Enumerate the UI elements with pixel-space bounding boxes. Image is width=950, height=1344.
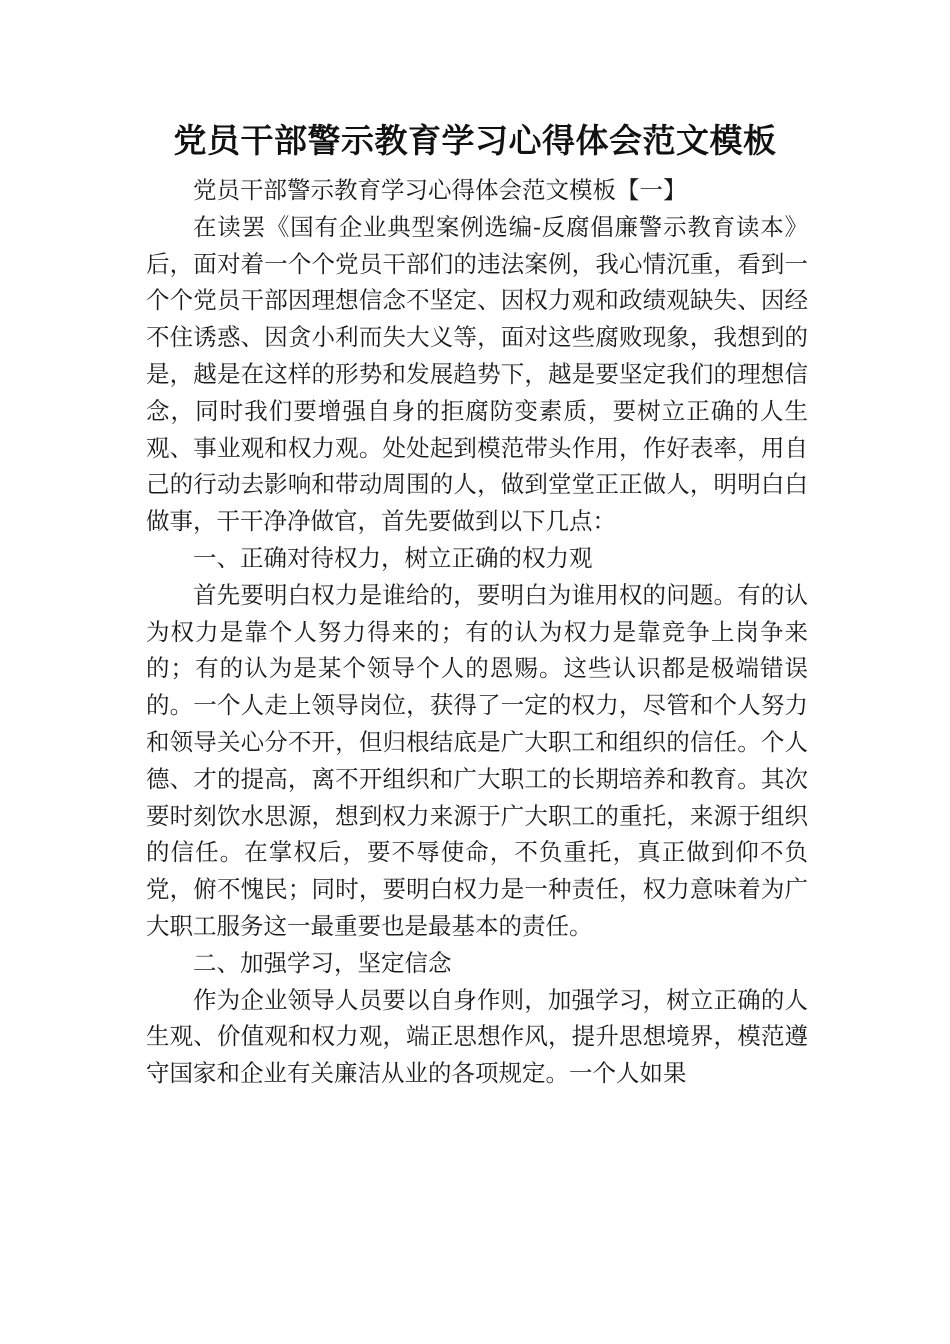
document-body [146,172,808,1092]
intro-paragraph: 在读罢《国有企业典型案例选编-反腐倡廉警示教育读本》后，面对着一个个党员干部们的违法案例，我心情沉重，看到一个个党员干部因理想信念不坚定、因权力观和政绩观缺失、因经不住诱惑、因贪小利而失大义等，面对这些腐败现象，我想到的是，越是在这样的形势和发展趋势下，越是要坚定我们的理想信念，同时我们要增强自身的拒腐防变素质，要树立正确的人生观、事业观和权力观。处处起到模范带头作用，作好表率，用自己的行动去影响和带动周围的人，做到堂堂正正做人，明明白白做事，干干净净做官，首先要做到以下几点： [146,212,808,536]
section-2-paragraph: 作为企业领导人员要以自身作则，加强学习，树立正确的人生观、价值观和权力观，端正思想作风，提升思想境界，模范遵守国家和企业有关廉洁从业的各项规定。一个人如果 [146,985,808,1088]
document-title: 党员干部警示教育学习心得体会范文模板 [173,121,777,160]
section-heading-1: 一、正确对待权力，树立正确的权力观 [193,543,593,572]
section-1-paragraph: 首先要明白权力是谁给的，要明白为谁用权的问题。有的认为权力是靠个人努力得来的；有的认为权力是靠竞争上岗争来的；有的认为是某个领导个人的恩赐。这些认识都是极端错误的。一个人走上领导岗位，获得了一定的权力，尽管和个人努力和领导关心分不开，但归根结底是广大职工和组织的信任。个人德、才的提高，离不开组织和广大职工的长期培养和教育。其次要时刻饮水思源，想到权力来源于广大职工的重托，来源于组织的信任。在掌权后，要不辱使命，不负重托，真正做到仰不负党，俯不愧民；同时，要明白权力是一种责任，权力意味着为广大职工服务这一最重要也是最基本的责任。 [146,580,808,940]
section-heading-2: 二、加强学习，坚定信念 [193,948,452,977]
subtitle-paragraph: 党员干部警示教育学习心得体会范文模板【一】 [193,176,687,204]
